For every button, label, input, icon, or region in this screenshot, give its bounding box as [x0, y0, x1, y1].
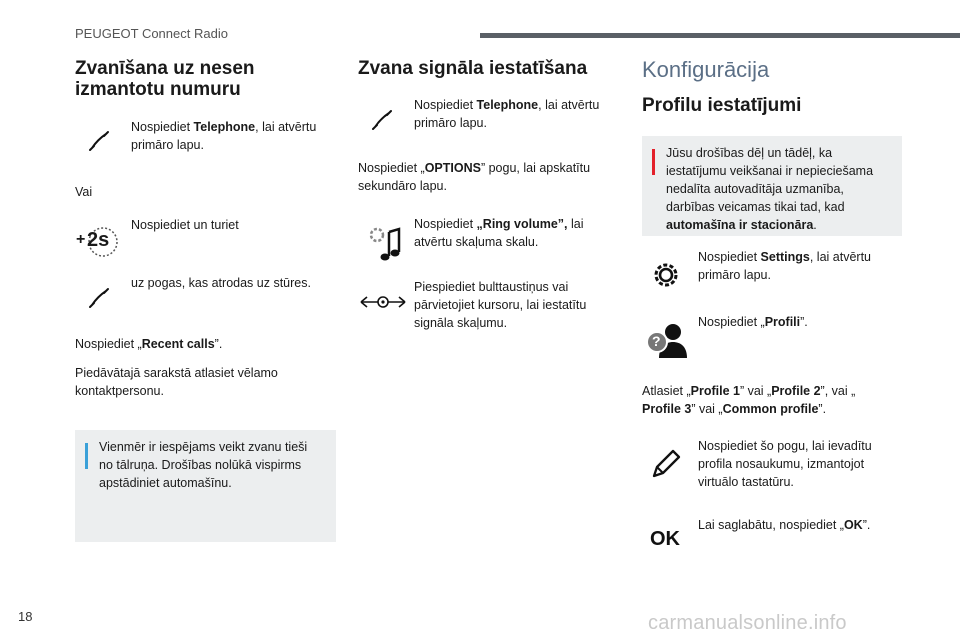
col3-step3: Atlasiet „Profile 1” vai „Profile 2”, vai „ Profile 3” vai „Common profile”. — [642, 384, 856, 416]
col1-step3: uz pogas, kas atrodas uz stūres. — [131, 276, 311, 290]
section-heading-profile-settings: Profilu iestatījumi — [642, 95, 802, 116]
hold-2s-label: 2s — [87, 229, 110, 251]
col1-step2: Nospiediet un turiet — [131, 218, 239, 232]
info-note — [75, 430, 336, 542]
col1-step4: Nospiediet „Recent calls”. — [75, 337, 223, 351]
watermark: carmanualsonline.info — [648, 612, 847, 634]
ring-volume-icon — [365, 224, 405, 264]
plus-icon: + — [76, 231, 86, 248]
info-bar — [85, 443, 88, 469]
section-heading-configuration: Konfigurācija — [642, 57, 770, 82]
col3-step1: Nospiediet Settings, lai atvērtu primāro lapu. — [698, 250, 871, 282]
question-badge — [646, 331, 668, 353]
header-title: PEUGEOT Connect Radio — [75, 26, 228, 41]
arrow-slider-icon — [359, 294, 407, 310]
pencil-icon — [648, 446, 684, 482]
col2-step3: Nospiediet „Ring volume”, lai atvērtu skaļuma skalu. — [414, 217, 584, 249]
phone-handset-icon — [369, 107, 395, 133]
col2-step4: Piespiediet bulttaustiņus vai pārvietojiet kursoru, lai iestatītu signāla skaļumu. — [414, 280, 587, 330]
warning-note — [642, 136, 902, 236]
warning-bar — [652, 149, 655, 175]
section-heading-recent-calls: Zvanīšana uz nesen izmantotu numuru — [75, 58, 255, 100]
profile-icon — [646, 322, 688, 358]
gear-icon — [651, 260, 681, 290]
col3-step5: Lai saglabātu, nospiediet „OK”. — [698, 518, 871, 532]
info-note-text: Vienmēr ir iespējams veikt zvanu tieši no tālruņa. Drošības nolūkā vispirms apstādiniet automašīnu. — [99, 440, 308, 490]
col1-or: Vai — [75, 185, 93, 199]
section-heading-ring-settings: Zvana signāla iestatīšana — [358, 58, 588, 79]
hold-2s-badge — [76, 226, 118, 258]
col3-step4: Nospiediet šo pogu, lai ievadītu profila nosaukumu, izmantojot virtuālo tastatūru. — [698, 439, 872, 489]
col3-step2: Nospiediet „Profili”. — [698, 315, 808, 329]
col1-step5: Piedāvātajā sarakstā atlasiet vēlamo kontaktpersonu. — [75, 366, 278, 398]
col2-step1: Nospiediet Telephone, lai atvērtu primāro lapu. — [414, 98, 600, 130]
phone-handset-icon — [86, 285, 112, 311]
phone-handset-icon — [86, 128, 112, 154]
question-mark-icon: ? — [652, 333, 661, 349]
warning-note-text: Jūsu drošības dēļ un tādēļ, ka iestatījumu veikšanai ir nepieciešama nedalīta autovadītāja uzmanība, darbības veicamas tikai tad, kad automašīna ir stacionāra. — [666, 146, 874, 232]
ok-icon: OK — [650, 528, 680, 550]
header-bar — [480, 33, 960, 38]
col2-step2: Nospiediet „OPTIONS” pogu, lai apskatītu sekundāro lapu. — [358, 161, 591, 193]
col1-step1: Nospiediet Telephone, lai atvērtu primāro lapu. — [131, 120, 317, 152]
page-number: 18 — [18, 609, 33, 624]
